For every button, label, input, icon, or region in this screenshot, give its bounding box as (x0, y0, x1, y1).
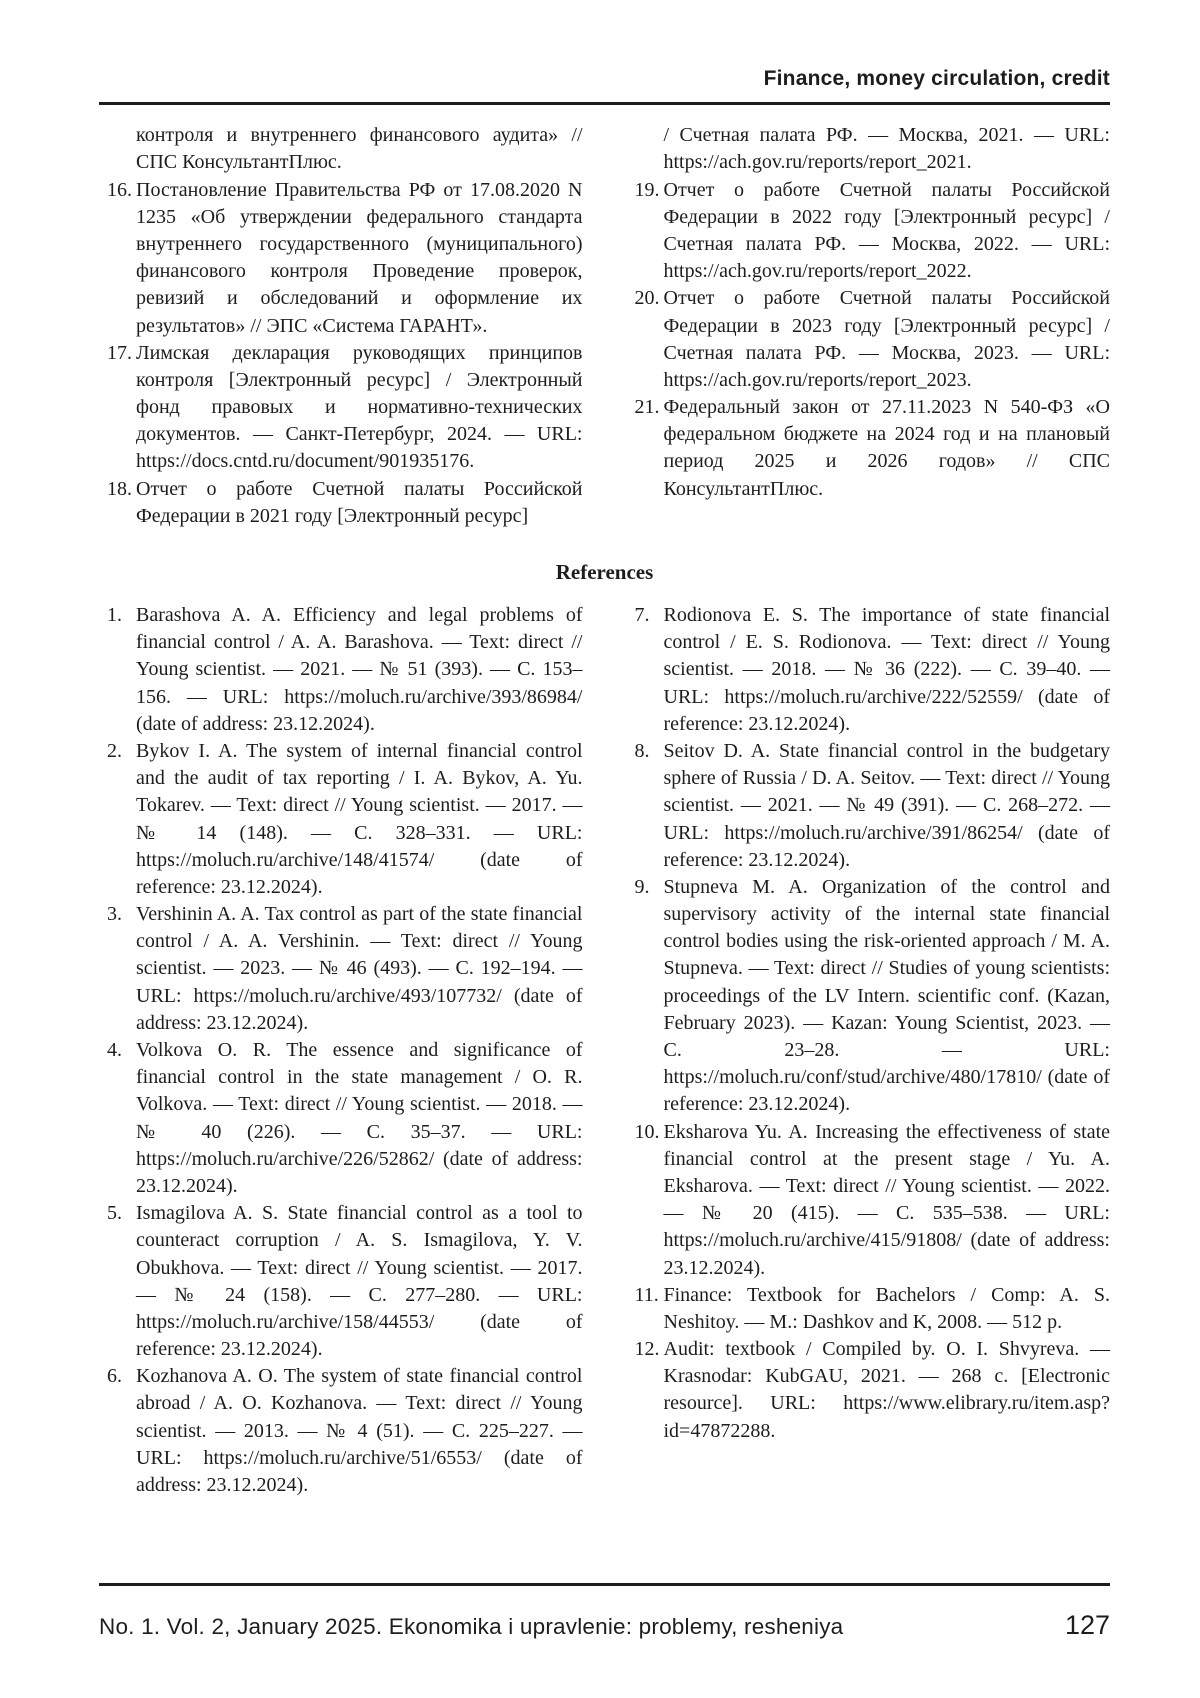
reference-item (627, 738, 1111, 874)
item-number: 21. (634, 396, 660, 419)
item-number: 6. (107, 1365, 122, 1388)
item-number: 2. (107, 739, 122, 762)
bibliography-item (627, 177, 1111, 286)
item-text: Отчет о работе Счетной палаты Российской Федерации в 2021 году [Электронный ресурс] (136, 477, 583, 527)
reference-item (627, 602, 1111, 738)
page-footer (99, 1583, 1110, 1641)
bibliography-item (99, 340, 583, 476)
item-text: Barashova A. A. Efficiency and legal problems of financial control / A. A. Barashova. — Text: direct // Young scientist. — 2021. — № 51 (393). — С. 153–156. — URL: https://moluch.ru/archive/393/86984/ (date of address: 23.12.2024). (136, 604, 583, 735)
references-left-column (99, 602, 583, 1499)
references-right-column (627, 602, 1111, 1499)
section-running-head: Finance, money circulation, credit (763, 67, 1110, 90)
footer-line (99, 1610, 1110, 1641)
item-text: Отчет о работе Счетной палаты Российской Федерации в 2023 году [Электронный ресурс] / Счетная палата РФ. — Москва, 2023. — URL: https://ach.gov.ru/reports/report_2023. (663, 287, 1110, 391)
item-number: 19. (634, 178, 660, 201)
reference-item (627, 1336, 1111, 1445)
reference-item (99, 1037, 583, 1200)
reference-item (99, 738, 583, 901)
reference-item (99, 901, 583, 1037)
item-text: Eksharova Yu. A. Increasing the effectiveness of state financial control at the present stage / Yu. A. Eksharova. — Text: direct // Young scientist. — 2022. — № 20 (415). — С. 535–538. — URL: https://moluch.ru/archive/415/91808/ (date of address: 23.12.2024). (663, 1120, 1110, 1279)
item-number: 4. (107, 1039, 122, 1061)
russian-bibliography-right-column (627, 122, 1111, 530)
references-list (99, 602, 1110, 1499)
item-text: Kozhanova A. O. The system of state financial control abroad / A. O. Kozhanova. — Text: direct // Young scientist. — 2013. — № 4 (51). — С. 225–227. — URL: https://moluch.ru/archive/51/6553/ (date of address: 23.12.2024). (136, 1365, 583, 1496)
bibliography-item (627, 285, 1111, 394)
bibliography-item (99, 476, 583, 530)
russian-bibliography (99, 122, 1110, 530)
item-text: Лимская декларация руководящих принципов контроля [Электронный ресурс] / Электронный фонд правовых и нормативно-технических документов. — Санкт-Петербург, 2024. — URL: https://docs.cntd.ru/document/901935176. (136, 341, 583, 473)
bibliography-item (627, 122, 1111, 176)
item-number: 12. (634, 1338, 660, 1361)
item-text: Finance: Textbook for Bachelors / Comp: A. S. Neshitoy. — M.: Dashkov and K, 2008. — 512 p. (663, 1283, 1110, 1333)
item-number: 7. (634, 604, 650, 626)
item-number: 1. (107, 604, 122, 626)
footer-issue-info: No. 1. Vol. 2, January 2025. Ekonomika i upravlenie: problemy, resheniya (99, 1614, 844, 1639)
reference-item (99, 1363, 583, 1499)
item-number: 16. (107, 178, 132, 201)
item-number: 9. (634, 875, 650, 898)
header-rule (99, 102, 1110, 105)
item-text: Audit: textbook / Compiled by. O. I. Shvyreva. — Krasnodar: KubGAU, 2021. — 268 с. [Electronic resource]. URL: https://www.elibrary.ru/item.asp?id=47872288. (663, 1338, 1110, 1442)
item-number: 10. (634, 1120, 660, 1143)
item-number: 5. (107, 1202, 122, 1225)
item-number: 3. (107, 903, 122, 926)
item-text: Отчет о работе Счетной палаты Российской Федерации в 2022 году [Электронный ресурс] / Счетная палата РФ. — Москва, 2022. — URL: https://ach.gov.ru/reports/report_2022. (663, 178, 1110, 283)
references-heading: References (555, 560, 654, 584)
item-number: 17. (107, 341, 132, 364)
reference-item (99, 602, 583, 738)
bibliography-item (99, 122, 583, 176)
item-number: 11. (634, 1283, 659, 1306)
item-text: / Счетная палата РФ. — Москва, 2021. — URL: https://ach.gov.ru/reports/report_2021. (663, 124, 1110, 174)
reference-item (627, 1282, 1111, 1336)
reference-item (627, 1119, 1111, 1282)
footer-rule (99, 1583, 1110, 1586)
item-text: Volkova O. R. The essence and significance of financial control in the state management / O. R. Volkova. — Text: direct // Young scientist. — 2018. — № 40 (226). — С. 35–37. — URL: https://moluch.ru/archive/226/52862/ (date of address: 23.12.2024). (136, 1039, 583, 1197)
item-number: 20. (634, 287, 660, 310)
item-text: Seitov D. A. State financial control in the budgetary sphere of Russia / D. A. Seitov. — Text: direct // Young scientist. — 2021. — № 49 (391). — С. 268–272. — URL: https://moluch.ru/archive/391/86254/ (date of reference: 23.12.2024). (663, 739, 1110, 871)
reference-item (627, 874, 1111, 1119)
item-text: Федеральный закон от 27.11.2023 N 540-ФЗ «О федеральном бюджете на 2024 год и на плановый период 2025 и 2026 годов» // СПС КонсультантПлюс. (663, 396, 1110, 500)
bibliography-item (99, 177, 583, 340)
russian-bibliography-left-column (99, 122, 583, 530)
item-text: Rodionova E. S. The importance of state financial control / E. S. Rodionova. — Text: direct // Young scientist. — 2018. — № 36 (222). — С. 39–40. — URL: https://moluch.ru/archive/222/52559/ (date of reference: 23.12.2024). (663, 604, 1110, 735)
item-number: 8. (634, 739, 650, 762)
item-text: Постановление Правительства РФ от 17.08.2020 N 1235 «Об утверждении федерального стандарта внутреннего государственного (муниципального) финансового контроля Проведение проверок, ревизий и обследований и оформление их результатов» // ЭПС «Система ГАРАНТ». (136, 178, 583, 337)
item-text: Stupneva M. A. Organization of the control and supervisory activity of the internal state financial control bodies using the risk-oriented approach / M. A. Stupneva. — Text: direct // Studies of young scientists: proceedings of the LV Intern. scientific conf. (Kazan, February 2023). — Kazan: Young Scientist, 2023. — С. 23–28. — URL: https://moluch.ru/conf/stud/archive/480/17810/ (date of reference: 23.12.2024). (663, 875, 1110, 1116)
page-number: 127 (1064, 1610, 1110, 1640)
bibliography-item (627, 394, 1111, 503)
item-text: Bykov I. A. The system of internal financial control and the audit of tax reporting / I. A. Bykov, A. Yu. Tokarev. — Text: direct // Young scientist. — 2017. — № 14 (148). — С. 328–331. — URL: https://moluch.ru/archive/148/41574/ (date of reference: 23.12.2024). (136, 739, 583, 898)
item-text: Vershinin A. A. Tax control as part of the state financial control / A. A. Vershinin. — Text: direct // Young scientist. — 2023. — № 46 (493). — С. 192–194. — URL: https://moluch.ru/archive/493/107732/ (date of address: 23.12.2024). (136, 903, 583, 1034)
reference-item (99, 1200, 583, 1363)
item-text: Ismagilova A. S. State financial control as a tool to counteract corruption / A. S. Ismagilova, Y. V. Obukhova. — Text: direct // Young scientist. — 2017. — № 24 (158). — С. 277–280. — URL: https://moluch.ru/archive/158/44553/ (date of reference: 23.12.2024). (136, 1202, 583, 1361)
item-number: 18. (107, 477, 132, 500)
item-text: контроля и внутреннего финансового аудита» // СПС КонсультантПлюс. (136, 124, 583, 174)
